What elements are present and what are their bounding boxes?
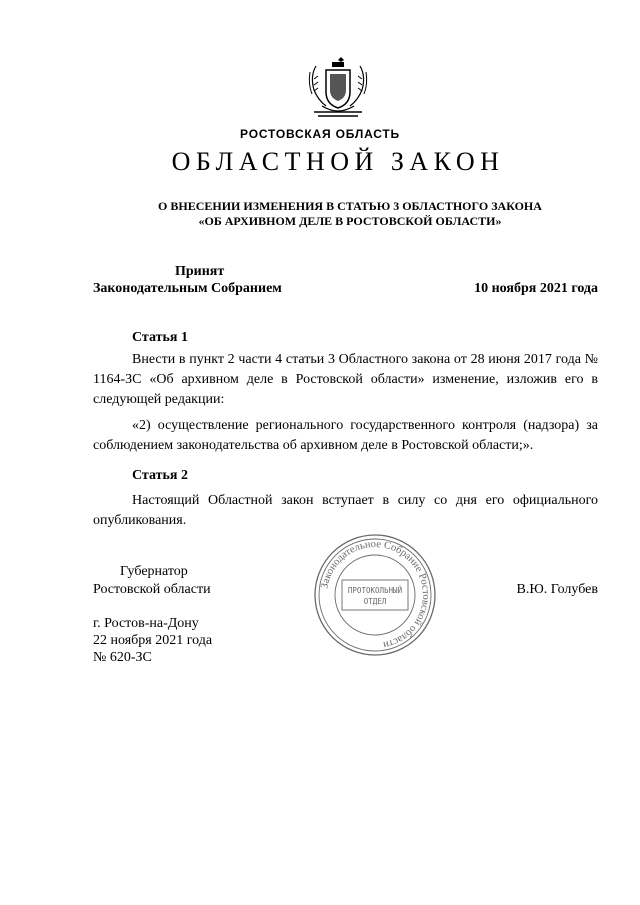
stamp-seal bbox=[312, 532, 438, 658]
law-number: № 620-ЗС bbox=[93, 650, 152, 665]
article-2-paragraph-1: Настоящий Областной закон вступает в силу со дня его официального опубликования. bbox=[93, 493, 598, 528]
adoption-label: Принят bbox=[175, 264, 225, 279]
article-2-heading: Статья 2 bbox=[132, 468, 188, 483]
signer-name: В.Ю. Голубев bbox=[516, 582, 598, 597]
signer-position-line-2: Ростовской области bbox=[93, 582, 211, 597]
signing-place: г. Ростов-на-Дону bbox=[93, 616, 199, 631]
subtitle-line-1: О ВНЕСЕНИИ ИЗМЕНЕНИЯ В СТАТЬЮ 3 ОБЛАСТНОГО ЗАКОНА bbox=[158, 199, 542, 213]
stamp-center-line-1: ПРОТОКОЛЬНЫЙ bbox=[347, 586, 403, 595]
adoption-body: Законодательным Собранием bbox=[93, 281, 282, 296]
region-name: РОСТОВСКАЯ ОБЛАСТЬ bbox=[240, 127, 400, 141]
subtitle-line-2: «ОБ АРХИВНОМ ДЕЛЕ В РОСТОВСКОЙ ОБЛАСТИ» bbox=[198, 214, 502, 228]
document-title: ОБЛАСТНОЙ ЗАКОН bbox=[171, 147, 505, 176]
stamp-ring-text: Законодательное Собрание Ростовской области bbox=[319, 538, 432, 651]
coat-of-arms-icon bbox=[296, 56, 380, 122]
signing-date: 22 ноября 2021 года bbox=[93, 633, 213, 648]
article-1-paragraph-1: Внести в пункт 2 части 4 статьи 3 Областного закона от 28 июня 2017 года № 1164-ЗС «Об архивном деле в Ростовской области» изменение, изложив его в следующей редакции: bbox=[93, 352, 598, 407]
article-1-paragraph-2: «2) осуществление регионального государственного контроля (надзора) за соблюдением законодательства об архивном деле в Ростовской области;». bbox=[93, 418, 598, 453]
signer-position-line-1: Губернатор bbox=[120, 564, 188, 579]
article-1-heading: Статья 1 bbox=[132, 330, 188, 345]
document-subtitle bbox=[0, 199, 640, 229]
stamp-center-line-2: ОТДЕЛ bbox=[363, 597, 387, 606]
adoption-date: 10 ноября 2021 года bbox=[474, 281, 598, 296]
